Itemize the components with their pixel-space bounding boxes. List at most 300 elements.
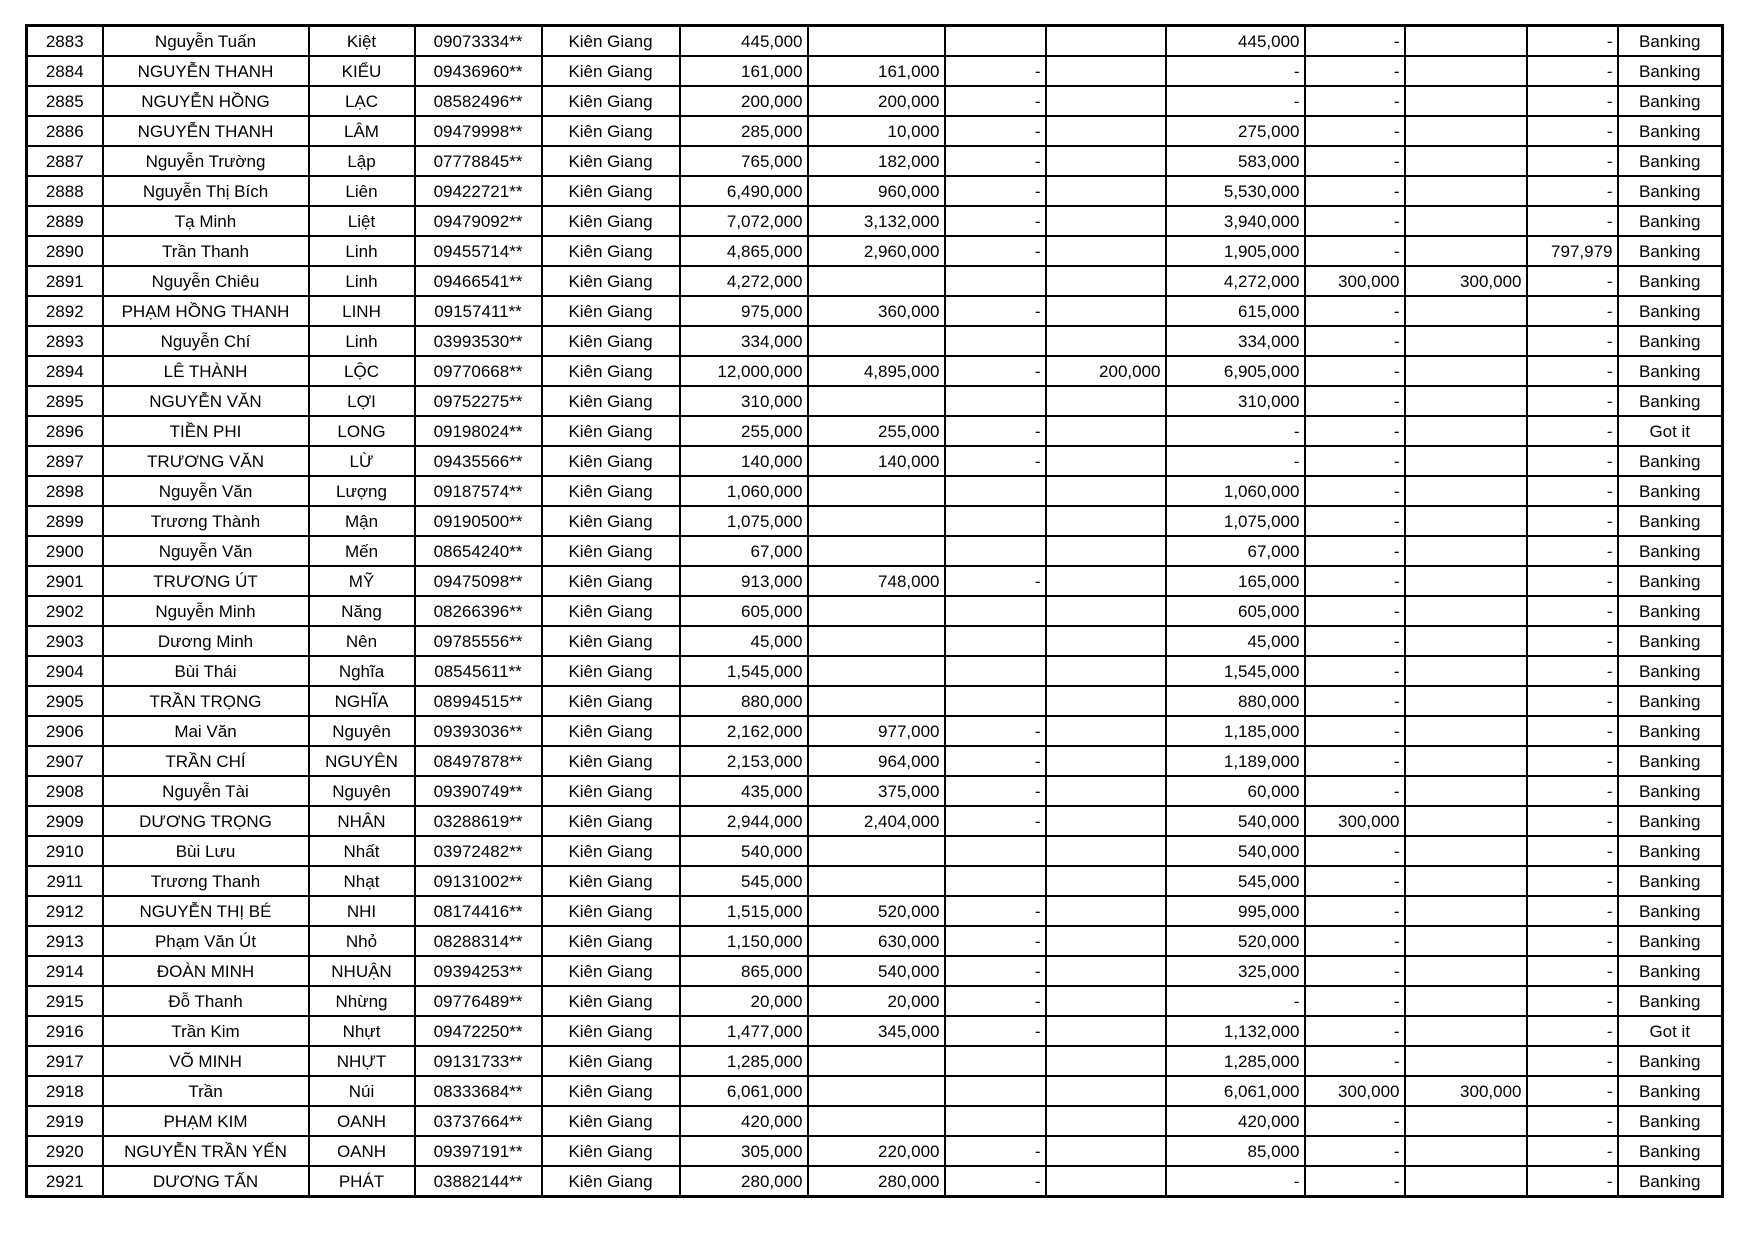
amount-2-dash-cell: -: [945, 926, 1046, 956]
amount-2-cell: 748,000: [808, 566, 945, 596]
last-name-cell: Nhừng: [309, 986, 415, 1016]
phone-masked-cell: 09752275**: [415, 386, 542, 416]
amount-2-dash-cell: [945, 326, 1046, 356]
amount-3-cell: 300,000: [1305, 806, 1405, 836]
province-cell: Kiên Giang: [542, 266, 680, 296]
status-cell: Banking: [1618, 506, 1723, 536]
amount-3-cell: -: [1305, 1166, 1405, 1197]
amount-3-cell: -: [1305, 326, 1405, 356]
row-number-cell: 2915: [27, 986, 103, 1016]
amount-5-cell: -: [1527, 716, 1618, 746]
amount-remaining-cell: 540,000: [1166, 836, 1305, 866]
amount-remaining-cell: 1,185,000: [1166, 716, 1305, 746]
amount-1-cell: 2,153,000: [680, 746, 808, 776]
amount-3-cell: -: [1305, 746, 1405, 776]
amount-3-cell: -: [1305, 296, 1405, 326]
amount-extra-cell: [1046, 566, 1166, 596]
row-number-cell: 2918: [27, 1076, 103, 1106]
first-name-cell: Nguyễn Tuấn: [103, 26, 309, 57]
amount-1-cell: 280,000: [680, 1166, 808, 1197]
amount-extra-cell: [1046, 746, 1166, 776]
phone-masked-cell: 09479998**: [415, 116, 542, 146]
table-row: [27, 386, 1723, 416]
table-row: [27, 326, 1723, 356]
amount-2-dash-cell: [945, 596, 1046, 626]
amount-extra-cell: [1046, 806, 1166, 836]
amount-1-cell: 310,000: [680, 386, 808, 416]
amount-3-cell: -: [1305, 956, 1405, 986]
row-number-cell: 2903: [27, 626, 103, 656]
phone-masked-cell: 09131733**: [415, 1046, 542, 1076]
amount-1-cell: 12,000,000: [680, 356, 808, 386]
first-name-cell: Bùi Lưu: [103, 836, 309, 866]
amount-3-cell: -: [1305, 506, 1405, 536]
table-row: [27, 206, 1723, 236]
amount-remaining-cell: 1,545,000: [1166, 656, 1305, 686]
amount-2-dash-cell: [945, 476, 1046, 506]
amount-3-cell: -: [1305, 596, 1405, 626]
table-row: [27, 506, 1723, 536]
phone-masked-cell: 08174416**: [415, 896, 542, 926]
last-name-cell: Linh: [309, 236, 415, 266]
last-name-cell: Lập: [309, 146, 415, 176]
amount-1-cell: 1,515,000: [680, 896, 808, 926]
amount-1-cell: 6,490,000: [680, 176, 808, 206]
amount-3-cell: -: [1305, 1136, 1405, 1166]
amount-4-cell: [1405, 536, 1527, 566]
amount-3-cell: -: [1305, 1046, 1405, 1076]
amount-4-cell: [1405, 716, 1527, 746]
amount-2-dash-cell: [945, 686, 1046, 716]
amount-4-cell: [1405, 206, 1527, 236]
amount-3-cell: -: [1305, 656, 1405, 686]
first-name-cell: NGUYỄN THANH: [103, 56, 309, 86]
amount-extra-cell: [1046, 836, 1166, 866]
amount-2-dash-cell: -: [945, 806, 1046, 836]
table-row: [27, 1046, 1723, 1076]
last-name-cell: Nhựt: [309, 1016, 415, 1046]
phone-masked-cell: 07778845**: [415, 146, 542, 176]
table-row: [27, 656, 1723, 686]
amount-1-cell: 1,285,000: [680, 1046, 808, 1076]
province-cell: Kiên Giang: [542, 626, 680, 656]
amount-3-cell: -: [1305, 116, 1405, 146]
amount-2-dash-cell: -: [945, 1136, 1046, 1166]
first-name-cell: Nguyễn Văn: [103, 476, 309, 506]
amount-4-cell: [1405, 986, 1527, 1016]
amount-5-cell: -: [1527, 926, 1618, 956]
status-cell: Banking: [1618, 1106, 1723, 1136]
province-cell: Kiên Giang: [542, 416, 680, 446]
amount-4-cell: 300,000: [1405, 1076, 1527, 1106]
amount-extra-cell: [1046, 1046, 1166, 1076]
last-name-cell: LỪ: [309, 446, 415, 476]
first-name-cell: Nguyễn Chiêu: [103, 266, 309, 296]
amount-remaining-cell: 545,000: [1166, 866, 1305, 896]
table-row: [27, 56, 1723, 86]
amount-3-cell: -: [1305, 896, 1405, 926]
first-name-cell: TRẦN CHÍ: [103, 746, 309, 776]
amount-5-cell: -: [1527, 536, 1618, 566]
phone-masked-cell: 03288619**: [415, 806, 542, 836]
amount-4-cell: [1405, 806, 1527, 836]
amount-remaining-cell: -: [1166, 416, 1305, 446]
first-name-cell: DƯƠNG TẤN: [103, 1166, 309, 1197]
amount-1-cell: 605,000: [680, 596, 808, 626]
amount-extra-cell: [1046, 56, 1166, 86]
province-cell: Kiên Giang: [542, 866, 680, 896]
last-name-cell: Kiệt: [309, 26, 415, 57]
amount-3-cell: -: [1305, 356, 1405, 386]
amount-1-cell: 880,000: [680, 686, 808, 716]
amount-2-cell: 540,000: [808, 956, 945, 986]
amount-2-cell: 220,000: [808, 1136, 945, 1166]
amount-3-cell: 300,000: [1305, 266, 1405, 296]
amount-remaining-cell: 325,000: [1166, 956, 1305, 986]
province-cell: Kiên Giang: [542, 926, 680, 956]
first-name-cell: DƯƠNG TRỌNG: [103, 806, 309, 836]
amount-2-cell: [808, 326, 945, 356]
amount-extra-cell: [1046, 866, 1166, 896]
table-row: [27, 926, 1723, 956]
amount-4-cell: [1405, 446, 1527, 476]
province-cell: Kiên Giang: [542, 716, 680, 746]
row-number-cell: 2888: [27, 176, 103, 206]
amount-5-cell: -: [1527, 356, 1618, 386]
last-name-cell: Nhỏ: [309, 926, 415, 956]
amount-extra-cell: [1046, 116, 1166, 146]
amount-remaining-cell: 3,940,000: [1166, 206, 1305, 236]
table-row: [27, 746, 1723, 776]
first-name-cell: VÕ MINH: [103, 1046, 309, 1076]
amount-5-cell: -: [1527, 836, 1618, 866]
amount-2-dash-cell: -: [945, 56, 1046, 86]
last-name-cell: OANH: [309, 1136, 415, 1166]
amount-3-cell: -: [1305, 836, 1405, 866]
amount-extra-cell: [1046, 626, 1166, 656]
amount-5-cell: -: [1527, 296, 1618, 326]
row-number-cell: 2890: [27, 236, 103, 266]
amount-1-cell: 420,000: [680, 1106, 808, 1136]
status-cell: Banking: [1618, 836, 1723, 866]
phone-masked-cell: 09394253**: [415, 956, 542, 986]
first-name-cell: Bùi Thái: [103, 656, 309, 686]
amount-4-cell: [1405, 776, 1527, 806]
amount-2-dash-cell: [945, 266, 1046, 296]
province-cell: Kiên Giang: [542, 116, 680, 146]
amount-3-cell: -: [1305, 986, 1405, 1016]
first-name-cell: Nguyễn Văn: [103, 536, 309, 566]
row-number-cell: 2884: [27, 56, 103, 86]
last-name-cell: Lượng: [309, 476, 415, 506]
amount-4-cell: [1405, 1166, 1527, 1197]
first-name-cell: NGUYỄN HỒNG: [103, 86, 309, 116]
amount-2-dash-cell: [945, 536, 1046, 566]
amount-2-cell: 630,000: [808, 926, 945, 956]
row-number-cell: 2904: [27, 656, 103, 686]
amount-4-cell: [1405, 296, 1527, 326]
row-number-cell: 2900: [27, 536, 103, 566]
amount-3-cell: -: [1305, 236, 1405, 266]
amount-2-dash-cell: [945, 656, 1046, 686]
row-number-cell: 2920: [27, 1136, 103, 1166]
status-cell: Banking: [1618, 776, 1723, 806]
table-row: [27, 146, 1723, 176]
status-cell: Banking: [1618, 986, 1723, 1016]
amount-1-cell: 545,000: [680, 866, 808, 896]
amount-4-cell: [1405, 506, 1527, 536]
amount-5-cell: -: [1527, 56, 1618, 86]
amount-2-dash-cell: -: [945, 956, 1046, 986]
amount-3-cell: -: [1305, 176, 1405, 206]
last-name-cell: NGHĨA: [309, 686, 415, 716]
row-number-cell: 2907: [27, 746, 103, 776]
first-name-cell: Dương Minh: [103, 626, 309, 656]
province-cell: Kiên Giang: [542, 326, 680, 356]
amount-3-cell: -: [1305, 626, 1405, 656]
amount-1-cell: 865,000: [680, 956, 808, 986]
amount-remaining-cell: 45,000: [1166, 626, 1305, 656]
amount-remaining-cell: -: [1166, 56, 1305, 86]
province-cell: Kiên Giang: [542, 956, 680, 986]
amount-remaining-cell: -: [1166, 446, 1305, 476]
province-cell: Kiên Giang: [542, 236, 680, 266]
amount-extra-cell: [1046, 86, 1166, 116]
first-name-cell: Nguyễn Chí: [103, 326, 309, 356]
amount-2-dash-cell: -: [945, 986, 1046, 1016]
table-row: [27, 1016, 1723, 1046]
row-number-cell: 2885: [27, 86, 103, 116]
table-row: [27, 866, 1723, 896]
amount-3-cell: -: [1305, 1016, 1405, 1046]
status-cell: Banking: [1618, 1076, 1723, 1106]
row-number-cell: 2899: [27, 506, 103, 536]
table-row: [27, 836, 1723, 866]
last-name-cell: Nhạt: [309, 866, 415, 896]
amount-5-cell: -: [1527, 506, 1618, 536]
last-name-cell: OANH: [309, 1106, 415, 1136]
phone-masked-cell: 09785556**: [415, 626, 542, 656]
phone-masked-cell: 08582496**: [415, 86, 542, 116]
table-row: [27, 536, 1723, 566]
first-name-cell: Nguyễn Thị Bích: [103, 176, 309, 206]
amount-5-cell: -: [1527, 146, 1618, 176]
amount-1-cell: 1,060,000: [680, 476, 808, 506]
table-row: [27, 626, 1723, 656]
amount-2-cell: 200,000: [808, 86, 945, 116]
amount-2-dash-cell: -: [945, 356, 1046, 386]
amount-5-cell: -: [1527, 416, 1618, 446]
amount-1-cell: 1,075,000: [680, 506, 808, 536]
amount-1-cell: 6,061,000: [680, 1076, 808, 1106]
last-name-cell: NHỰT: [309, 1046, 415, 1076]
amount-2-dash-cell: -: [945, 236, 1046, 266]
status-cell: Banking: [1618, 476, 1723, 506]
province-cell: Kiên Giang: [542, 206, 680, 236]
last-name-cell: Mến: [309, 536, 415, 566]
last-name-cell: Linh: [309, 266, 415, 296]
province-cell: Kiên Giang: [542, 26, 680, 57]
amount-4-cell: [1405, 416, 1527, 446]
phone-masked-cell: 09187574**: [415, 476, 542, 506]
province-cell: Kiên Giang: [542, 146, 680, 176]
phone-masked-cell: 09455714**: [415, 236, 542, 266]
amount-2-cell: [808, 596, 945, 626]
amount-3-cell: -: [1305, 566, 1405, 596]
province-cell: Kiên Giang: [542, 176, 680, 206]
amount-1-cell: 7,072,000: [680, 206, 808, 236]
amount-2-cell: 255,000: [808, 416, 945, 446]
province-cell: Kiên Giang: [542, 1016, 680, 1046]
amount-1-cell: 67,000: [680, 536, 808, 566]
status-cell: Banking: [1618, 116, 1723, 146]
amount-2-cell: 2,404,000: [808, 806, 945, 836]
province-cell: Kiên Giang: [542, 1106, 680, 1136]
amount-2-cell: 345,000: [808, 1016, 945, 1046]
amount-1-cell: 200,000: [680, 86, 808, 116]
amount-2-dash-cell: -: [945, 746, 1046, 776]
phone-masked-cell: 09073334**: [415, 26, 542, 57]
amount-5-cell: -: [1527, 386, 1618, 416]
province-cell: Kiên Giang: [542, 686, 680, 716]
amount-1-cell: 161,000: [680, 56, 808, 86]
amount-4-cell: [1405, 1106, 1527, 1136]
first-name-cell: Nguyễn Minh: [103, 596, 309, 626]
row-number-cell: 2895: [27, 386, 103, 416]
first-name-cell: NGUYỄN TRẦN YẾN: [103, 1136, 309, 1166]
amount-remaining-cell: -: [1166, 986, 1305, 1016]
province-cell: Kiên Giang: [542, 1136, 680, 1166]
amount-4-cell: [1405, 1016, 1527, 1046]
amount-5-cell: -: [1527, 1046, 1618, 1076]
province-cell: Kiên Giang: [542, 446, 680, 476]
amount-3-cell: -: [1305, 56, 1405, 86]
status-cell: Banking: [1618, 536, 1723, 566]
amount-1-cell: 1,545,000: [680, 656, 808, 686]
first-name-cell: Nguyễn Trường: [103, 146, 309, 176]
phone-masked-cell: 08288314**: [415, 926, 542, 956]
status-cell: Banking: [1618, 236, 1723, 266]
amount-5-cell: 797,979: [1527, 236, 1618, 266]
amount-2-dash-cell: -: [945, 896, 1046, 926]
status-cell: Banking: [1618, 1166, 1723, 1197]
province-cell: Kiên Giang: [542, 1046, 680, 1076]
amount-4-cell: [1405, 236, 1527, 266]
amount-5-cell: -: [1527, 326, 1618, 356]
amount-4-cell: [1405, 956, 1527, 986]
amount-remaining-cell: 995,000: [1166, 896, 1305, 926]
phone-masked-cell: 09435566**: [415, 446, 542, 476]
row-number-cell: 2914: [27, 956, 103, 986]
last-name-cell: Nên: [309, 626, 415, 656]
amount-remaining-cell: 67,000: [1166, 536, 1305, 566]
row-number-cell: 2902: [27, 596, 103, 626]
amount-5-cell: -: [1527, 1136, 1618, 1166]
status-cell: Banking: [1618, 1046, 1723, 1076]
amount-extra-cell: [1046, 1166, 1166, 1197]
amount-3-cell: -: [1305, 536, 1405, 566]
amount-extra-cell: [1046, 326, 1166, 356]
amount-1-cell: 2,162,000: [680, 716, 808, 746]
amount-3-cell: -: [1305, 476, 1405, 506]
amount-2-dash-cell: [945, 26, 1046, 57]
amount-5-cell: -: [1527, 206, 1618, 236]
amount-2-cell: 182,000: [808, 146, 945, 176]
amount-remaining-cell: 165,000: [1166, 566, 1305, 596]
first-name-cell: NGUYỄN THANH: [103, 116, 309, 146]
province-cell: Kiên Giang: [542, 86, 680, 116]
status-cell: Banking: [1618, 716, 1723, 746]
amount-remaining-cell: 615,000: [1166, 296, 1305, 326]
row-number-cell: 2886: [27, 116, 103, 146]
status-cell: Banking: [1618, 896, 1723, 926]
first-name-cell: ĐOÀN MINH: [103, 956, 309, 986]
data-table: [25, 24, 1724, 1198]
amount-1-cell: 45,000: [680, 626, 808, 656]
amount-2-dash-cell: -: [945, 116, 1046, 146]
last-name-cell: Liên: [309, 176, 415, 206]
table-row: [27, 686, 1723, 716]
amount-2-dash-cell: -: [945, 176, 1046, 206]
amount-5-cell: -: [1527, 176, 1618, 206]
table-row: [27, 566, 1723, 596]
amount-2-cell: 960,000: [808, 176, 945, 206]
amount-5-cell: -: [1527, 746, 1618, 776]
amount-2-dash-cell: [945, 626, 1046, 656]
amount-2-dash-cell: -: [945, 776, 1046, 806]
amount-3-cell: -: [1305, 776, 1405, 806]
amount-extra-cell: [1046, 686, 1166, 716]
table-row: [27, 896, 1723, 926]
amount-remaining-cell: 6,905,000: [1166, 356, 1305, 386]
amount-extra-cell: 200,000: [1046, 356, 1166, 386]
amount-extra-cell: [1046, 446, 1166, 476]
amount-5-cell: -: [1527, 896, 1618, 926]
first-name-cell: Trương Thanh: [103, 866, 309, 896]
amount-extra-cell: [1046, 506, 1166, 536]
phone-masked-cell: 03993530**: [415, 326, 542, 356]
first-name-cell: PHẠM KIM: [103, 1106, 309, 1136]
phone-masked-cell: 08497878**: [415, 746, 542, 776]
amount-3-cell: -: [1305, 86, 1405, 116]
amount-4-cell: [1405, 386, 1527, 416]
table-row: [27, 986, 1723, 1016]
amount-1-cell: 445,000: [680, 26, 808, 57]
row-number-cell: 2921: [27, 1166, 103, 1197]
amount-remaining-cell: 1,905,000: [1166, 236, 1305, 266]
amount-3-cell: -: [1305, 866, 1405, 896]
amount-5-cell: -: [1527, 26, 1618, 57]
first-name-cell: Tạ Minh: [103, 206, 309, 236]
first-name-cell: NGUYỄN THỊ BÉ: [103, 896, 309, 926]
status-cell: Banking: [1618, 266, 1723, 296]
province-cell: Kiên Giang: [542, 596, 680, 626]
first-name-cell: TRƯƠNG ÚT: [103, 566, 309, 596]
phone-masked-cell: 09479092**: [415, 206, 542, 236]
amount-2-dash-cell: -: [945, 206, 1046, 236]
last-name-cell: NHI: [309, 896, 415, 926]
amount-remaining-cell: 60,000: [1166, 776, 1305, 806]
amount-extra-cell: [1046, 1106, 1166, 1136]
table-row: [27, 296, 1723, 326]
amount-remaining-cell: 1,285,000: [1166, 1046, 1305, 1076]
first-name-cell: Trương Thành: [103, 506, 309, 536]
amount-5-cell: -: [1527, 956, 1618, 986]
amount-2-cell: [808, 26, 945, 57]
amount-2-dash-cell: [945, 836, 1046, 866]
amount-5-cell: -: [1527, 806, 1618, 836]
last-name-cell: Năng: [309, 596, 415, 626]
